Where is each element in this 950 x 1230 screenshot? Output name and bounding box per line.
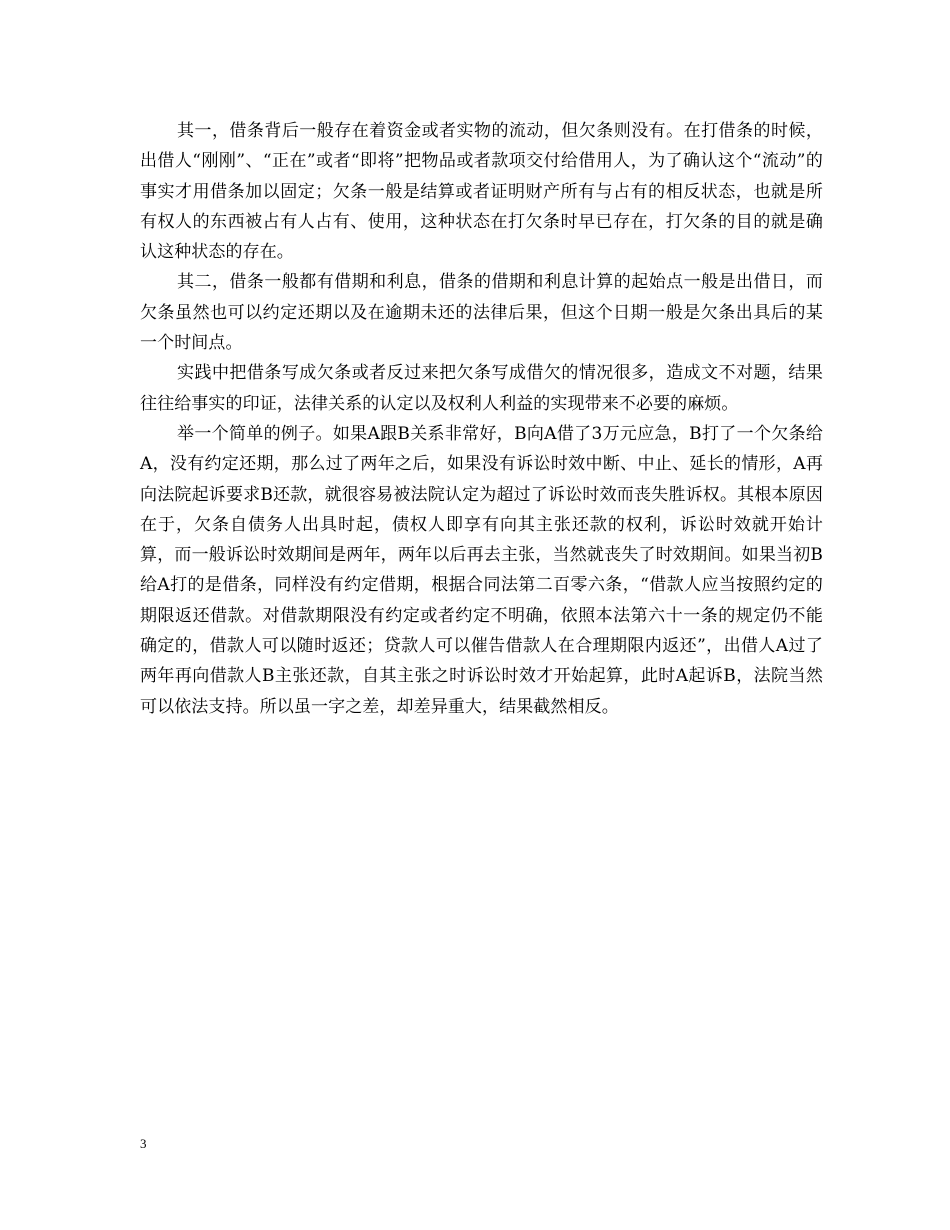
page-number: 3 bbox=[140, 1136, 147, 1151]
paragraph-term-and-interest: 其二，借条一般都有借期和利息，借条的借期和利息计算的起始点一般是出借日，而欠条虽然也可以约定还期以及在逾期未还的法律后果，但这个日期一般是欠条出具后的某一个时间点。 bbox=[140, 272, 823, 354]
paragraph-example: 举一个简单的例子。如果A跟B关系非常好，B向A借了3万元应急，B打了一个欠条给A，没有约定还期，那么过了两年之后，如果没有诉讼时效中断、中止、延长的情形，A再向法院起诉要求B还款，就很容易被法院认定为超过了诉讼时效而丧失胜诉权。其根本原因在于，欠条自债务人出具时起，债权人即享有向其主张还款的权利，诉讼时效就开始计算，而一般诉讼时效期间是两年，两年以后再去主张，当然就丧失了时效期间。如果当初B给A打的是借条，同样没有约定借期，根据合同法第二百零六条，“借款人应当按照约定的期限返还借款。对借款期限没有约定或者约定不明确，依照本法第六十一条的规定仍不能确定的，借款人可以随时返还；贷款人可以催告借款人在合理期限内返还”，出借人A过了两年再向借款人B主张还款，自其主张之时诉讼时效才开始起算，此时A起诉B，法院当然可以依法支持。所以虽一字之差，却差异重大，结果截然相反。 bbox=[140, 423, 823, 717]
document-body bbox=[140, 116, 823, 722]
paragraph-borrowing-flow: 其一，借条背后一般存在着资金或者实物的流动，但欠条则没有。在打借条的时候，出借人“刚刚”、“正在”或者“即将”把物品或者款项交付给借用人，为了确认这个“流动”的事实才用借条加以固定；欠条一般是结算或者证明财产所有与占有的相反状态，也就是所有权人的东西被占有人占有、使用，这种状态在打欠条时早已存在，打欠条的目的就是确认这种状态的存在。 bbox=[140, 121, 823, 263]
paragraph-practice-confusion: 实践中把借条写成欠条或者反过来把欠条写成借欠的情况很多，造成文不对题，结果往往给事实的印证，法律关系的认定以及权利人利益的实现带来不必要的麻烦。 bbox=[140, 363, 823, 414]
